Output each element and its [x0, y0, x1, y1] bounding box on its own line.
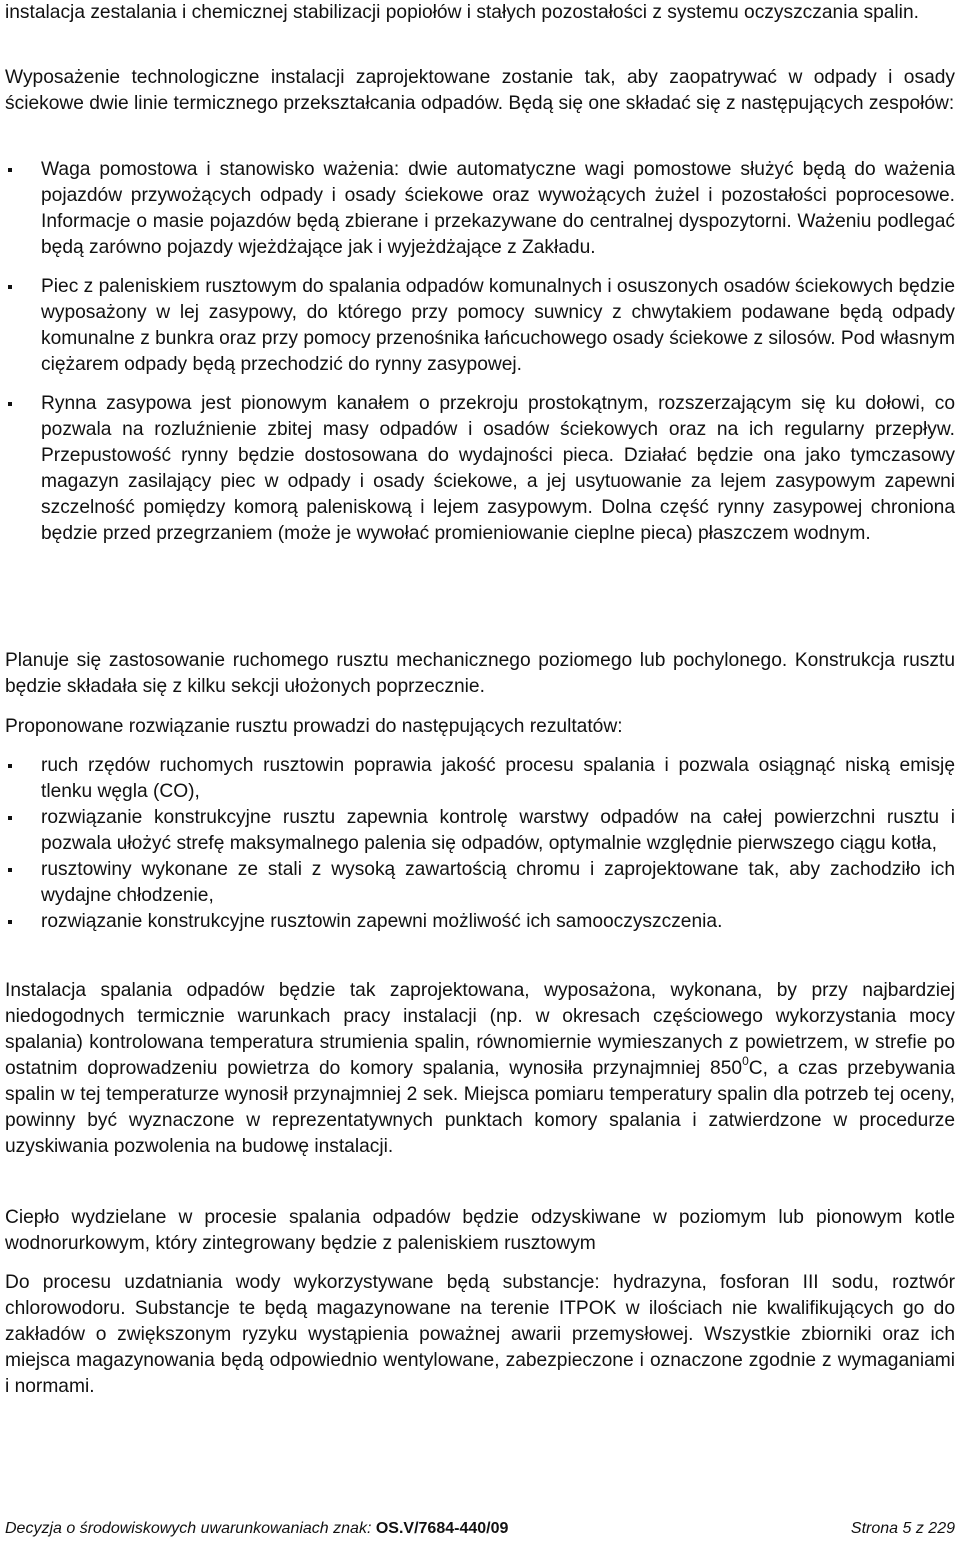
paragraph-intro: instalacja zestalania i chemicznej stabilizacji popiołów i stałych pozostałości z systemu oczyszczania spalin.	[5, 2, 919, 23]
components-list	[5, 157, 955, 547]
list-item-text: rusztowiny wykonane ze stali z wysoką zawartością chromu i zaprojektowane tak, aby zachodziło ich wydajne chłodzenie,	[41, 859, 955, 906]
list-item	[5, 157, 955, 261]
paragraph-water-treatment: Do procesu uzdatniania wody wykorzystywane będą substancje: hydrazyna, fosforan III sodu, roztwór chlorowodoru. Substancje te będą magazynowane na terenie ITPOK w ilościach nie kwalifikujących go do zakładów o zwiększonym ryzyku wystąpienia poważnej awarii przemysłowej. Wszystkie zbiorniki oraz ich miejsca magazynowania będą odpowiednio wentylowane, zabezpieczone i oznaczone zgodnie z wymaganiami i normami.	[5, 1272, 955, 1397]
list-item	[5, 391, 955, 547]
paragraph-heat-recovery: Ciepło wydzielane w procesie spalania odpadów będzie odzyskiwane w poziomym lub pionowym kotle wodnorurkowym, który zintegrowany będzie z paleniskiem rusztowym	[5, 1207, 955, 1254]
list-item-text: rozwiązanie konstrukcyjne rusztowin zapewni możliwość ich samooczyszczenia.	[41, 911, 723, 932]
page-number: Strona 5 z 229	[850, 1520, 955, 1537]
list-item-text: Rynna zasypowa jest pionowym kanałem o przekroju prostokątnym, rozszerzającym się ku dołowi, co pozwala na rozluźnienie zbitej masy odpadów i osadów ściekowych oraz na ich regularny przepływ. Przepustowość rynny będzie dostosowana do wydajności pieca. Działać będzie ona jako tymczasowy magazyn zasilający piec w odpady i osady ściekowe, a jej usytuowanie za lejem zasypowym zapewni szczelność pomiędzy komorą paleniskową i lejem zasypowym. Dolna część rynny zasypowej chroniona będzie przed przegrzaniem (może je wywołać promieniowanie cieplne pieca) płaszczem wodnym.	[41, 393, 955, 544]
list-item	[5, 857, 955, 909]
paragraph-grate: Planuje się zastosowanie ruchomego rusztu mechanicznego poziomego lub pochylonego. Konstrukcja rusztu będzie składała się z kilku sekcji ułożonych poprzecznie.	[5, 650, 955, 697]
paragraph-combustion: Instalacja spalania odpadów będzie tak zaprojektowana, wyposażona, wykonana, by przy najbardziej niedogodnych termicznie warunkach pracy instalacji (np. w okresach częściowego wykorzystania mocy spalania) kontrolowana temperatura strumienia spalin, równomiernie wymieszanych z powietrzem, w strefie po ostatnim doprowadzeniu powietrza do komory spalania, wynosiła przynajmniej $850^0C$, a czas przebywania spalin w tej temperaturze wynosił przynajmniej 2 sek. Miejsca pomiaru temperatury spalin dla potrzeb tej oceny, powinny być wyznaczone w reprezentatywnych punktach komory spalania i zatwierdzone w procedurze uzyskiwania pozwolenia na budowę instalacji.	[5, 980, 956, 1157]
list-item	[5, 274, 955, 378]
bullet-icon	[8, 868, 12, 872]
list-item-text: ruch rzędów ruchomych rusztowin poprawia jakość procesu spalania i pozwala osiągnąć niską emisję tlenku węgla (CO),	[41, 755, 955, 802]
footer-decision-reference: Decyzja o środowiskowych uwarunkowaniach znak: OS.V/7684-440/09	[5, 1520, 509, 1537]
bullet-icon	[8, 920, 12, 924]
decision-code: OS.V/7684-440/09	[375, 1520, 509, 1537]
list-item	[5, 805, 955, 857]
bullet-icon	[8, 285, 12, 289]
list-item-text: Piec z paleniskiem rusztowym do spalania odpadów komunalnych i osuszonych osadów ściekowych będzie wyposażony w lej zasypowy, do którego przy pomocy suwnicy z chwytakiem podawane będą odpady komunalne z bunkra oraz przy pomocy przenośnika łańcuchowego osady ściekowe z silosów. Pod własnym ciężarem odpady będą przechodzić do rynny zasypowej.	[41, 276, 956, 375]
bullet-icon	[8, 168, 12, 172]
list-item-text: rozwiązanie konstrukcyjne rusztu zapewnia kontrolę warstwy odpadów na całej powierzchni rusztu i pozwala ułożyć strefę maksymalnego palenia się odpadów, optymalnie względnie pierwszego ciągu kotła,	[41, 807, 955, 854]
list-item-text: Waga pomostowa i stanowisko ważenia: dwie automatyczne wagi pomostowe służyć będą do ważenia pojazdów przywożących odpady i osady ściekowe oraz wywożących żużel i pozostałości poprocesowe. Informacje o masie pojazdów będą zbierane i przekazywane do centralnej dyspozytorni. Ważeniu podlegać będą zarówno pojazdy wjeżdżające jak i wyjeżdżające z Zakładu.	[41, 159, 955, 258]
list-item	[5, 909, 955, 935]
page-footer	[5, 1519, 955, 1539]
bullet-icon	[8, 764, 12, 768]
bullet-icon	[8, 816, 12, 820]
list-item	[5, 753, 955, 805]
results-list	[5, 753, 955, 935]
bullet-icon	[8, 402, 12, 406]
paragraph-results-intro: Proponowane rozwiązanie rusztu prowadzi do następujących rezultatów:	[5, 716, 623, 737]
paragraph-equipment: Wyposażenie technologiczne instalacji zaprojektowane zostanie tak, aby zaopatrywać w odpady i osady ściekowe dwie linie termicznego przekształcania odpadów. Będą się one składać się z następujących zespołów:	[5, 67, 955, 114]
